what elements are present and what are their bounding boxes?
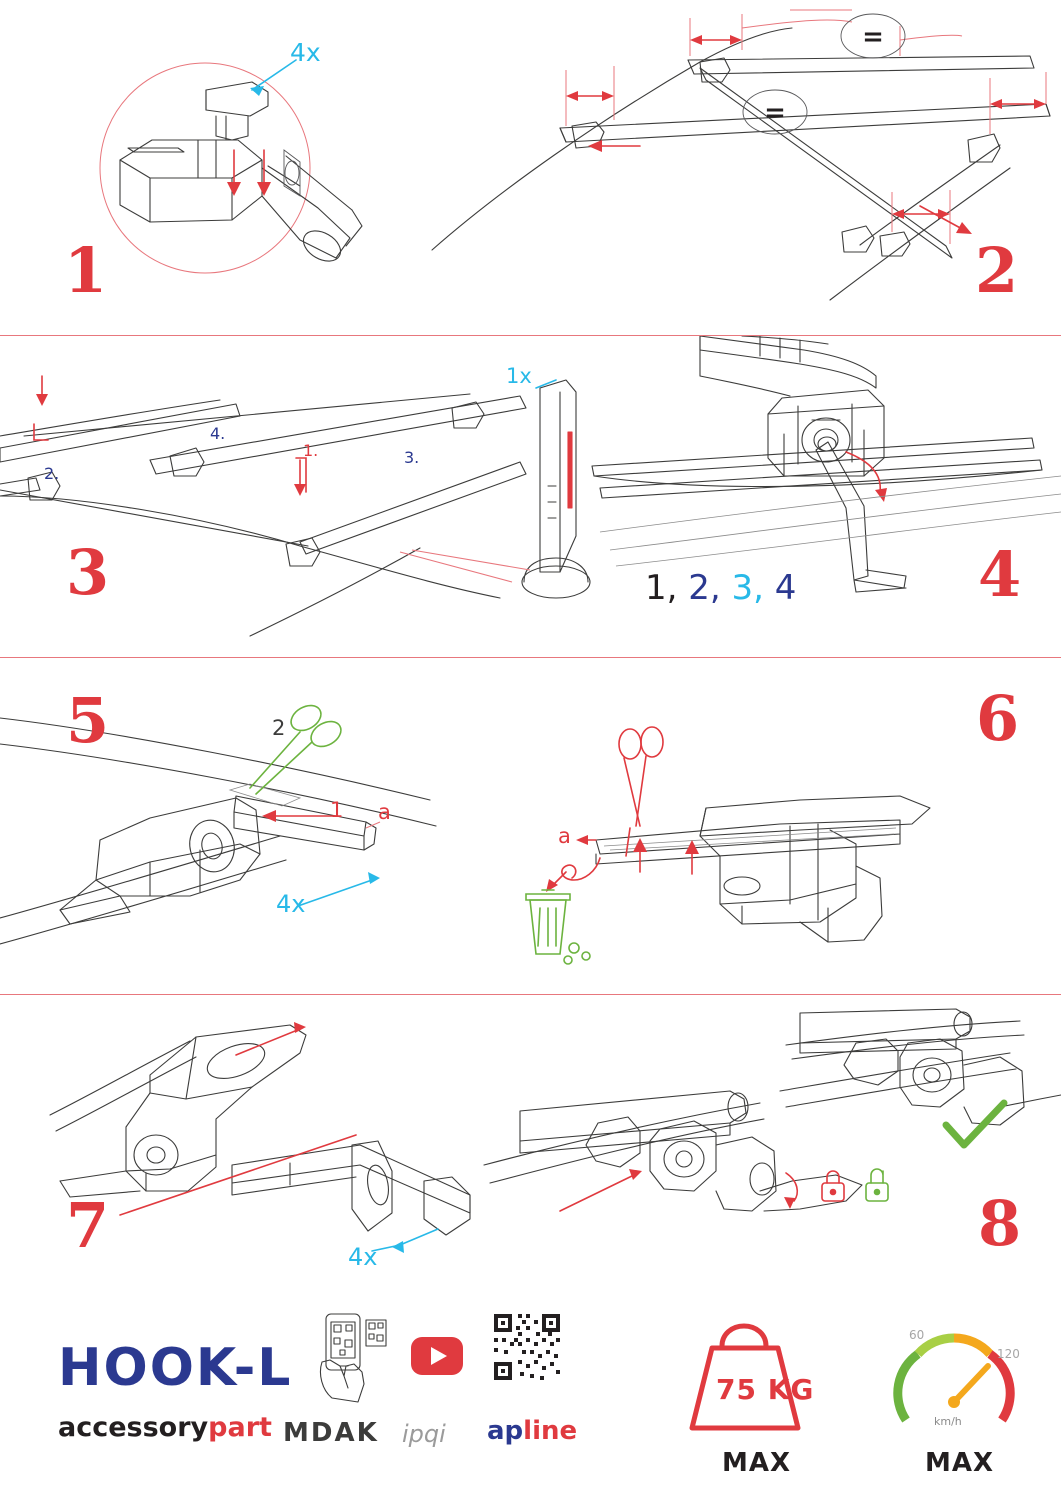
checkmark-icon: [946, 1103, 1004, 1145]
step-3-order-label-3: 3.: [404, 448, 420, 467]
step-3-order-label-4: 4.: [210, 424, 226, 443]
max-speed-caption: MAX: [925, 1448, 995, 1478]
equal-sign-2: =: [764, 98, 786, 128]
step-1-quantity-label: 4x: [290, 38, 321, 67]
max-load-value: 75 KG: [716, 1373, 815, 1406]
gauge-tick-high: 120: [997, 1347, 1020, 1361]
step-7-8-illustration: [0, 995, 1061, 1300]
step-number-1: 1: [64, 234, 109, 307]
part-word: part: [208, 1412, 272, 1443]
brand-apline: [487, 1416, 577, 1446]
step-3-quantity-label: 1x: [506, 364, 532, 388]
equal-sign-1: =: [862, 22, 884, 52]
step-number-8: 8: [978, 1187, 1023, 1260]
gauge-tick-low: 60: [909, 1328, 925, 1342]
accessory-part-label: [58, 1412, 272, 1443]
step-row-2: [0, 336, 1061, 656]
step-3-order-label-2: 2.: [44, 464, 60, 483]
max-load-caption: MAX: [722, 1448, 792, 1478]
seq-2: 2,: [688, 568, 721, 608]
step-number-3: 3: [66, 536, 111, 609]
qr-code-icon[interactable]: [492, 1312, 562, 1382]
accessory-word: accessory: [58, 1412, 209, 1443]
step-5-6-illustration: [0, 658, 1061, 994]
qr-scan-phone-icon: [318, 1310, 388, 1406]
seq-3: 3,: [731, 568, 764, 608]
step-1-2-illustration: [0, 0, 1061, 335]
step-number-5: 5: [66, 684, 111, 757]
step-number-6: 6: [976, 682, 1021, 755]
step-4-sequence: [645, 568, 796, 608]
product-title: HOOK-L: [58, 1338, 293, 1398]
detail-circle: [100, 63, 310, 273]
seq-1: 1,: [645, 568, 678, 608]
step-row-1: [0, 0, 1061, 335]
step-5-label-1: 1: [330, 798, 344, 822]
step-5-label-a: a: [378, 800, 391, 824]
step-3-order-label-1: 1.: [303, 441, 319, 460]
brand-mdak: MDAK: [283, 1418, 379, 1448]
step-row-4: [0, 995, 1061, 1300]
apline-line: line: [523, 1416, 578, 1446]
step-number-4: 4: [978, 538, 1023, 611]
step-7-quantity-label: 4x: [348, 1243, 378, 1271]
step-number-7: 7: [66, 1189, 111, 1262]
step-row-3: [0, 658, 1061, 994]
brand-ipqi: ipqi: [402, 1420, 446, 1448]
step-6-label-a: a: [558, 824, 571, 848]
seq-4: 4: [774, 568, 797, 608]
youtube-icon[interactable]: [410, 1336, 464, 1376]
footer: [0, 1300, 1061, 1500]
step-5-quantity-label: 4x: [276, 890, 306, 918]
step-number-2: 2: [975, 234, 1020, 307]
gauge-unit: km/h: [934, 1415, 962, 1428]
apline-ap: ap: [487, 1416, 524, 1446]
step-5-label-2: 2: [272, 716, 286, 740]
